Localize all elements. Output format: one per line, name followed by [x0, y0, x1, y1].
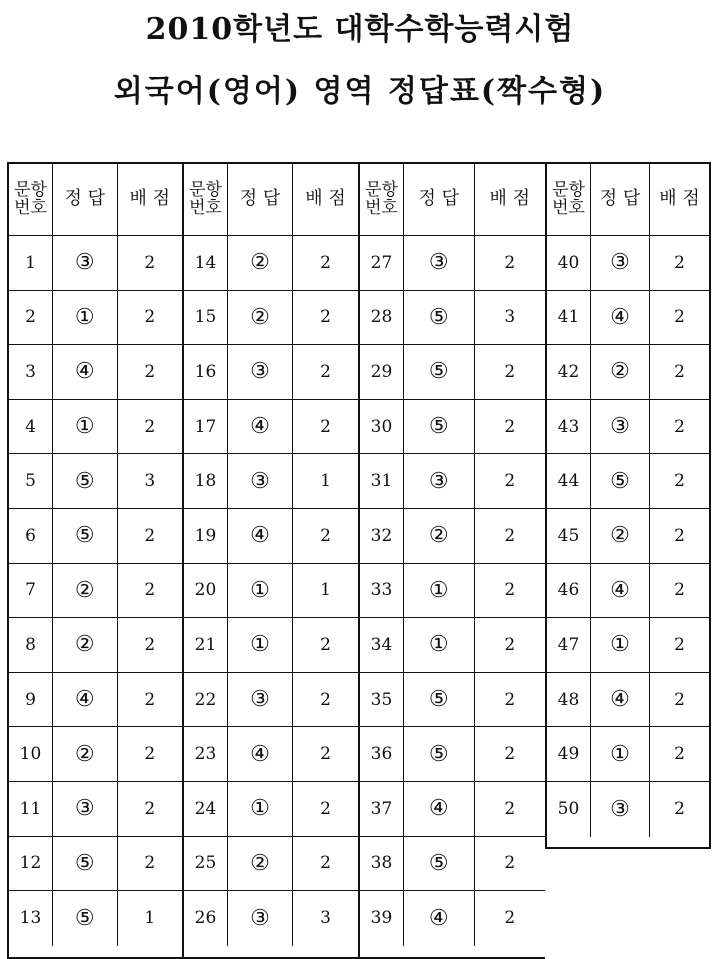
score-cell: 2 — [118, 400, 183, 455]
question-number: 3 — [9, 345, 53, 400]
answer-cell: ① — [53, 400, 118, 455]
question-number: 6 — [9, 509, 53, 564]
answer-cell: ① — [228, 618, 293, 673]
question-number: 29 — [360, 345, 404, 400]
question-number: 22 — [184, 673, 228, 728]
question-number: 25 — [184, 837, 228, 892]
score-cell: 1 — [293, 564, 358, 619]
answer-cell: ③ — [228, 891, 293, 946]
score-cell: 2 — [293, 673, 358, 728]
question-number: 10 — [9, 727, 53, 782]
answer-cell: ⑤ — [591, 454, 650, 509]
score-cell: 2 — [475, 236, 546, 291]
answer-cell: ③ — [591, 236, 650, 291]
question-number: 4 — [9, 400, 53, 455]
question-number: 39 — [360, 891, 404, 946]
score-cell: 2 — [475, 837, 546, 892]
score-cell: 2 — [293, 837, 358, 892]
header-score: 배 점 — [650, 164, 709, 236]
answer-cell: ⑤ — [404, 345, 475, 400]
answer-cell: ③ — [53, 782, 118, 837]
answer-table — [7, 162, 711, 959]
question-number: 48 — [547, 673, 591, 728]
question-number: 36 — [360, 727, 404, 782]
page-title: 2010학년도 대학수학능력시험 — [145, 12, 575, 47]
question-number: 43 — [547, 400, 591, 455]
score-cell: 2 — [650, 400, 709, 455]
score-cell: 2 — [118, 236, 183, 291]
score-cell: 2 — [293, 400, 358, 455]
question-number: 49 — [547, 727, 591, 782]
question-number: 19 — [184, 509, 228, 564]
answer-cell: ② — [53, 564, 118, 619]
question-number: 12 — [9, 837, 53, 892]
score-cell: 2 — [650, 618, 709, 673]
question-number: 37 — [360, 782, 404, 837]
answer-cell: ① — [228, 782, 293, 837]
answer-cell: ④ — [228, 727, 293, 782]
answer-cell: ② — [228, 236, 293, 291]
answer-cell: ③ — [228, 673, 293, 728]
score-cell: 3 — [320, 908, 331, 929]
score-cell: 2 — [475, 509, 546, 564]
header-number: 문항 번호 — [184, 164, 228, 236]
question-number: 35 — [360, 673, 404, 728]
answer-cell: ④ — [53, 345, 118, 400]
header-number: 문항 번호 — [547, 164, 591, 236]
score-cell: 2 — [118, 727, 183, 782]
answer-cell: ⑤ — [53, 454, 118, 509]
score-cell: 2 — [293, 727, 358, 782]
question-number: 24 — [184, 782, 228, 837]
question-number: 23 — [184, 727, 228, 782]
answer-block-1 — [7, 162, 182, 959]
score-cell: 2 — [650, 236, 709, 291]
answer-cell: ② — [404, 509, 475, 564]
answer-cell: ① — [228, 564, 293, 619]
score-cell: 2 — [118, 291, 183, 346]
score-cell: 2 — [293, 345, 358, 400]
answer-cell: ④ — [404, 782, 475, 837]
header-number: 문항 번호 — [360, 164, 404, 236]
score-cell: 2 — [475, 400, 546, 455]
score-cell: 3 — [118, 454, 183, 509]
question-number: 50 — [547, 782, 591, 837]
score-cell: 3 — [475, 291, 546, 346]
question-number: 42 — [547, 345, 591, 400]
question-number: 34 — [360, 618, 404, 673]
answer-cell: ④ — [591, 564, 650, 619]
question-number: 9 — [9, 673, 53, 728]
score-cell: 2 — [650, 291, 709, 346]
header-score: 배 점 — [118, 164, 183, 236]
answer-cell: ⑤ — [404, 673, 475, 728]
header-answer: 정 답 — [404, 164, 475, 236]
answer-cell: ⑤ — [404, 837, 475, 892]
question-number: 46 — [547, 564, 591, 619]
question-number: 14 — [184, 236, 228, 291]
question-number: 40 — [547, 236, 591, 291]
question-number: 1 — [9, 236, 53, 291]
answer-cell: ⑤ — [404, 400, 475, 455]
score-cell: 2 — [293, 236, 358, 291]
score-cell: 2 — [475, 782, 546, 837]
score-cell: 2 — [118, 673, 183, 728]
answer-cell: ③ — [404, 454, 475, 509]
score-cell: 2 — [650, 564, 709, 619]
score-cell: 2 — [475, 673, 546, 728]
answer-cell: ② — [228, 291, 293, 346]
question-number: 13 — [9, 891, 53, 946]
score-cell: 2 — [650, 345, 709, 400]
answer-cell: ③ — [591, 782, 650, 837]
score-cell: 2 — [118, 345, 183, 400]
score-cell: 2 — [293, 618, 358, 673]
score-cell: 2 — [475, 618, 546, 673]
question-number: 18 — [184, 454, 228, 509]
answer-cell: ③ — [228, 345, 293, 400]
score-cell: 1 — [293, 454, 358, 509]
question-number: 32 — [360, 509, 404, 564]
answer-cell: ④ — [228, 509, 293, 564]
question-number: 41 — [547, 291, 591, 346]
answer-cell: ① — [404, 564, 475, 619]
answer-cell: ③ — [53, 236, 118, 291]
score-cell: 2 — [650, 727, 709, 782]
header-score: 배 점 — [475, 164, 546, 236]
score-cell: 2 — [650, 673, 709, 728]
question-number: 11 — [9, 782, 53, 837]
question-number: 33 — [360, 564, 404, 619]
answer-cell: ② — [228, 837, 293, 892]
score-cell: 2 — [118, 509, 183, 564]
question-number: 16 — [184, 345, 228, 400]
header-answer: 정 답 — [591, 164, 650, 236]
question-number: 30 — [360, 400, 404, 455]
answer-cell: ⑤ — [53, 509, 118, 564]
question-number: 17 — [184, 400, 228, 455]
question-number: 15 — [184, 291, 228, 346]
score-cell: 2 — [475, 727, 546, 782]
answer-cell: ⑤ — [53, 837, 118, 892]
score-cell: 2 — [650, 509, 709, 564]
question-number: 20 — [184, 564, 228, 619]
answer-cell: ③ — [228, 454, 293, 509]
score-cell: 2 — [293, 291, 358, 346]
answer-cell: ④ — [591, 291, 650, 346]
score-cell: 2 — [650, 454, 709, 509]
answer-block-2 — [182, 162, 358, 959]
question-number: 26 — [184, 891, 228, 946]
score-cell: 2 — [504, 908, 516, 929]
question-number: 44 — [547, 454, 591, 509]
score-cell: 2 — [118, 837, 183, 892]
answer-cell: ④ — [404, 891, 475, 946]
answer-cell: ② — [591, 509, 650, 564]
answer-cell: ① — [591, 618, 650, 673]
score-cell: 2 — [475, 564, 546, 619]
answer-cell: ④ — [228, 400, 293, 455]
answer-block-3 — [358, 162, 545, 959]
question-number: 8 — [9, 618, 53, 673]
score-cell: 2 — [674, 799, 685, 820]
answer-cell: ⑤ — [404, 727, 475, 782]
answer-cell: ④ — [53, 673, 118, 728]
header-number: 문항 번호 — [9, 164, 53, 236]
question-number: 31 — [360, 454, 404, 509]
score-cell: 1 — [144, 908, 156, 929]
score-cell: 2 — [118, 564, 183, 619]
header-answer: 정 답 — [53, 164, 118, 236]
answer-cell: ⑤ — [53, 891, 118, 946]
question-number: 7 — [9, 564, 53, 619]
question-number: 38 — [360, 837, 404, 892]
score-cell: 2 — [118, 782, 183, 837]
answer-cell: ④ — [591, 673, 650, 728]
answer-cell: ① — [53, 291, 118, 346]
header-answer: 정 답 — [228, 164, 293, 236]
answer-cell: ③ — [591, 400, 650, 455]
score-cell: 2 — [118, 618, 183, 673]
score-cell: 2 — [475, 454, 546, 509]
question-number: 28 — [360, 291, 404, 346]
question-number: 47 — [547, 618, 591, 673]
question-number: 27 — [360, 236, 404, 291]
question-number: 5 — [9, 454, 53, 509]
score-cell: 2 — [293, 509, 358, 564]
answer-cell: ② — [53, 618, 118, 673]
header-score: 배 점 — [293, 164, 358, 236]
answer-cell: ③ — [404, 236, 475, 291]
answer-cell: ② — [53, 727, 118, 782]
answer-cell: ⑤ — [404, 291, 475, 346]
answer-cell: ① — [404, 618, 475, 673]
answer-cell: ① — [591, 727, 650, 782]
score-cell: 2 — [475, 345, 546, 400]
question-number: 2 — [9, 291, 53, 346]
score-cell: 2 — [293, 782, 358, 837]
answer-block-4 — [545, 162, 711, 849]
question-number: 21 — [184, 618, 228, 673]
answer-cell: ② — [591, 345, 650, 400]
page-subtitle: 외국어(영어) 영역 정답표(짝수형) — [113, 74, 607, 109]
question-number: 45 — [547, 509, 591, 564]
